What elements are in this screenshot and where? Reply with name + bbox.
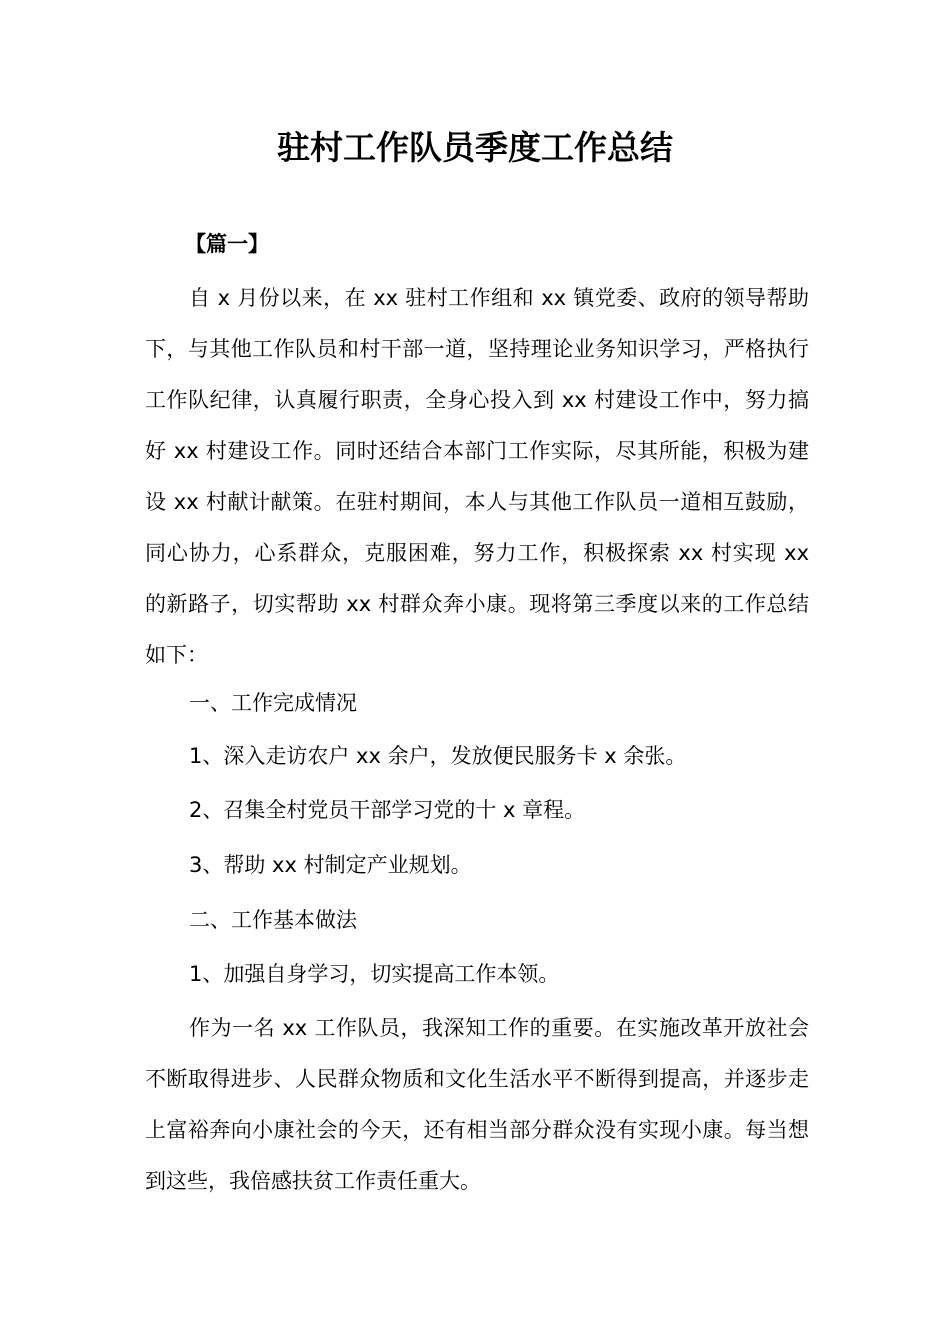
list-item-self-study: 1、加强自身学习，切实提高工作本领。 [189,962,560,986]
intro-paragraph: 自 x 月份以来，在 xx 驻村工作组和 xx 镇党委、政府的领导帮助下，与其他工作队员和村干部一道，坚持理论业务知识学习，严格执行工作队纪律，认真履行职责，全身心投入到 xx 村建设工作中，努力搞好 xx 村建设工作。同时还结合本部门工作实际，尽其所能，积极为建设 xx 村献计献策。在驻村期间，本人与其他工作队员一道相互鼓励，同心协力，心系群众，克服困难，努力工作，积极探索 xx 村实现 xx 的新路子，切实帮助 xx 村群众奔小康。现将第三季度以来的工作总结如下： [145,286,809,667]
list-item-planning: 3、帮助 xx 村制定产业规划。 [189,853,472,877]
closing-paragraph: 作为一名 xx 工作队员，我深知工作的重要。在实施改革开放社会不断取得进步、人民群众物质和文化生活水平不断得到提高，并逐步走上富裕奔向小康社会的今天，还有相当部分群众没有实现小康。每当想到这些，我倍感扶贫工作责任重大。 [145,1016,809,1193]
list-item-study: 2、召集全村党员干部学习党的十 x 章程。 [189,798,586,822]
section-label: 【篇一】 [185,232,269,256]
document-title: 驻村工作队员季度工作总结 [277,128,673,167]
list-item-visits: 1、深入走访农户 xx 余户，发放便民服务卡 x 余张。 [189,744,687,768]
heading-work-completion: 一、工作完成情况 [189,691,357,715]
heading-basic-methods: 二、工作基本做法 [189,908,357,932]
